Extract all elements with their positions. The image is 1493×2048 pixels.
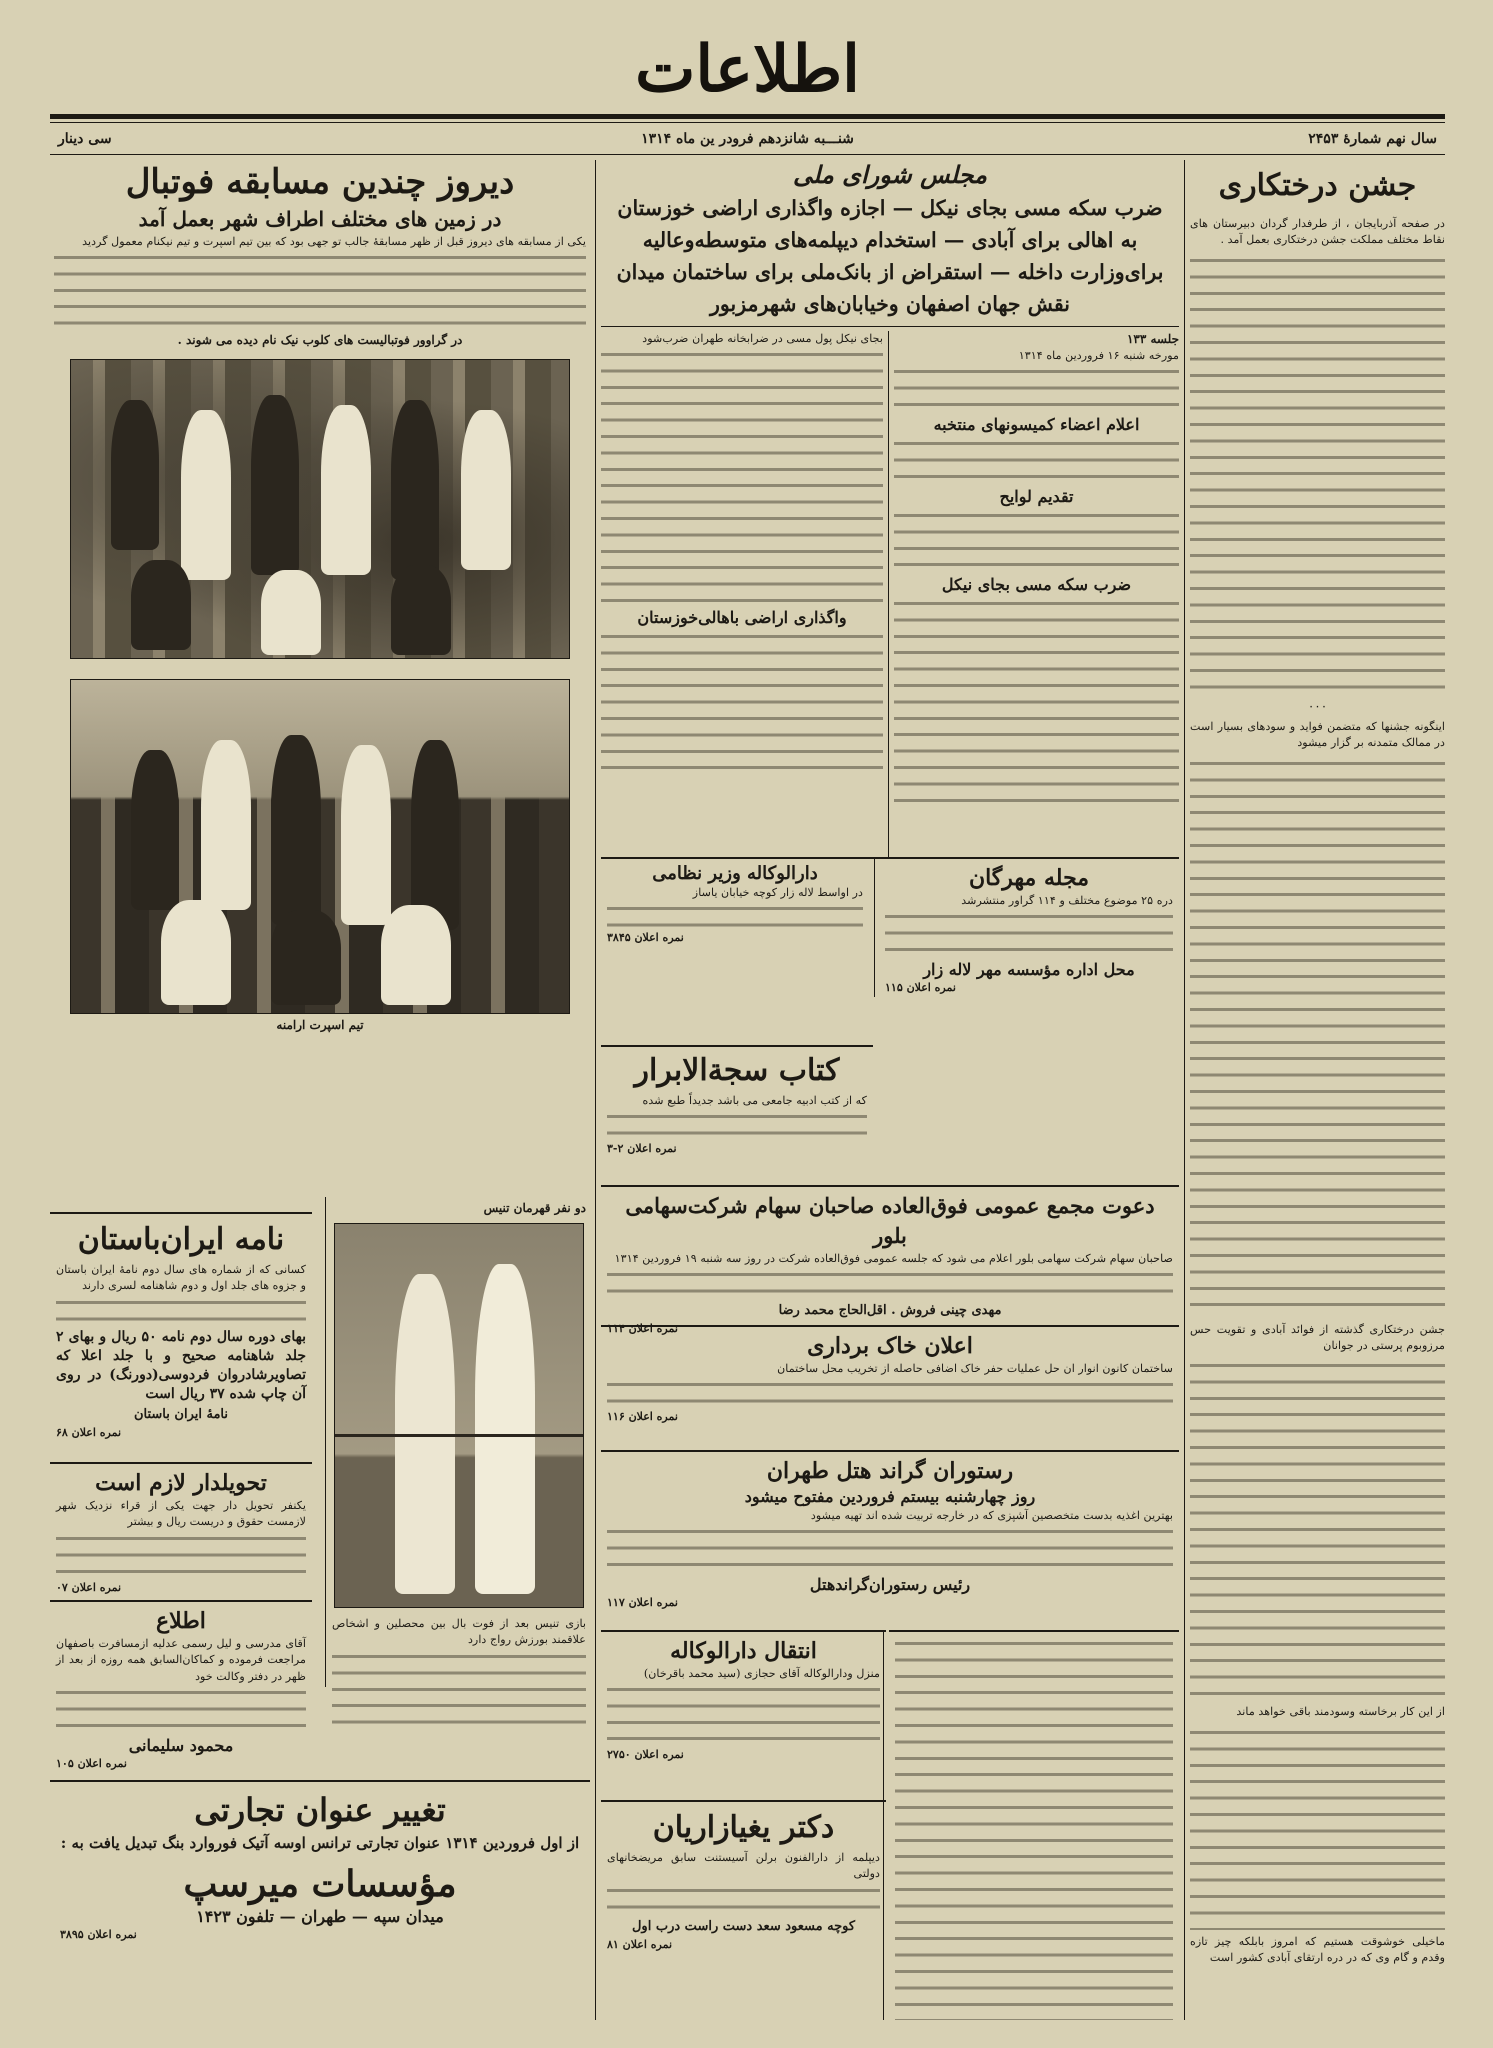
separator-mark: ۰۰۰ xyxy=(1307,698,1328,713)
ad-number: نمره اعلان ۱۰۵ xyxy=(56,1757,127,1771)
ad-title-doctor: دکتر یغیازاریان xyxy=(652,1810,835,1845)
issue-date: شنـــبه شانزدهم فرودر ین ماه ۱۳۱۴ xyxy=(641,131,854,147)
ad-text: در اواسط لاله زار کوچه خیابان یاساز xyxy=(692,886,863,899)
ad-text: آقای مدرسی و لیل رسمی عدلیه ازمسافرت باصفهان مراجعت فرموده و کماکان‌السابق همه روزه از بعد از ظهر در دفتر وکالت خود xyxy=(56,1637,306,1683)
article-lead: در صفحه آذربایجان ، از طرفدار گردان دبیرستان های نقاط مختلف مملکت جشن درختکاری بعمل آمد . xyxy=(1190,217,1445,247)
ad-title-hotel: رستوران گراند هتل طهران xyxy=(766,1458,1014,1484)
article-body xyxy=(601,347,883,607)
ad-number: نمره اعلان ۱۱۷ xyxy=(607,1596,678,1610)
article-paragraph: از این کار برخاسته وسودمند باقی خواهد ماند xyxy=(1236,1705,1445,1719)
column-rule xyxy=(1184,160,1185,2020)
ad-title-majma: دعوت مجمع عمومی فوق‌العاده صاحبان سهام شرکت‌سهامی بلور xyxy=(625,1193,1155,1248)
article-body xyxy=(1190,253,1445,693)
ad-text: منزل ودارالوکاله آقای حجازی (سید محمد باقرخان) xyxy=(643,1667,880,1680)
column-football xyxy=(50,160,590,2020)
article-paragraph: ماخیلی خوشوقت هستیم که امروز بابلکه چیز تازه وقدم و گام وی که در دره ارتقای آبادی کشور است xyxy=(1190,1934,1445,1965)
ad-text: که از کتب ادبیه جامعی می باشد جدیداً طبع شده xyxy=(642,1094,867,1107)
ad-body xyxy=(607,1267,1173,1300)
ad-address: کوچه مسعود سعد دست راست درب اول xyxy=(631,1918,856,1934)
article-lead: یکی از مسابقه های دیروز قبل از ظهر مسابقهٔ جالب تو جهی بود که بین تیم اسپرت و تیم نیکنام معمول گردید xyxy=(82,235,586,248)
article-body xyxy=(601,629,883,769)
ad-number: نمره اعلان ۸۱ xyxy=(607,1937,673,1951)
ad-number: نمره اعلان ۱۱۶ xyxy=(607,1410,678,1424)
article-body xyxy=(1190,1725,1445,1930)
column-rule xyxy=(595,160,596,2020)
dateline-rule xyxy=(50,154,1445,155)
ad-text: بهترین اغذیه بدست متخصصین آشپزی که در خارجه تربیت شده اند تهیه میشود xyxy=(810,1509,1173,1522)
ad-body xyxy=(607,1524,1173,1574)
photo-armenian-team xyxy=(70,679,570,1014)
ad-text: دیپلمه از دارالفنون برلن آسیستنت سابق مریضخانهای دولتی xyxy=(607,1851,880,1881)
article-title: جشن درختکاری xyxy=(1218,168,1417,203)
issue-number: سال نهم شمارهٔ ۲۴۵۳ xyxy=(1308,131,1437,147)
ad-title-sajjad: کتاب سجةالابرار xyxy=(634,1053,840,1088)
ad-signature: مهدی چینی فروش . اقل‌الحاج محمد رضا xyxy=(778,1303,1002,1319)
article-paragraph: جشن درختکاری گذشته از فوائد آبادی و تقویت حس مرزوبوم پرستی در جوانان xyxy=(1190,1322,1445,1353)
ad-body xyxy=(885,909,1173,959)
photo-caption-lead: در گراوور فوتبالیست های کلوب نیک نام دیده می شوند . xyxy=(177,333,463,348)
ad-address: محل اداره مؤسسه مهر لاله زار xyxy=(923,960,1135,980)
ad-text: ساختمان کانون انوار ان حل عملیات حفر خاک اضافی حاصله از تخریب محل ساختمان xyxy=(777,1362,1173,1375)
article-body xyxy=(894,436,1179,486)
ad-body xyxy=(56,1685,306,1735)
session-date: مورخه شنبه ۱۶ فروردین ماه ۱۳۱۴ xyxy=(1018,349,1179,362)
ad-text: صاحبان سهام شرکت سهامی بلور اعلام می شود که جلسه عمومی فوق‌العاده شرکت در روز سه شنبه ۱۹ فروردین ۱۳۱۴ xyxy=(614,1252,1173,1265)
ad-number: نمره اعلان ۶۸ xyxy=(56,1425,122,1439)
column-majlis xyxy=(601,160,1179,2020)
ad-number: نمره اعلان ۲۷۵۰ xyxy=(607,1748,684,1762)
ad-address: میدان سپه — طهران — تلفون ۱۴۲۳ xyxy=(196,1907,444,1926)
article-body xyxy=(54,250,586,332)
article-body xyxy=(894,508,1179,574)
subheading: ضرب سکه مسی بجای نیکل xyxy=(941,575,1132,595)
masthead-rule-thin xyxy=(50,122,1445,123)
ad-number: نمره اعلان ۳۸۴۵ xyxy=(607,931,684,945)
ad-text: از اول فروردین ۱۳۱۴ عنوان تجارتی ترانس اوسه آتیک فوروارد بنگ تبدیل یافت به : xyxy=(60,1834,580,1852)
article-paragraph: بازی تنیس بعد از فوت بال بین محصلین و اشخاص علاقمند بورزش رواج دارد xyxy=(332,1617,586,1647)
ad-body xyxy=(56,1531,306,1581)
ad-signature: محمود سلیمانی xyxy=(128,1736,234,1756)
ad-text: یکنفر تحویل دار جهت یکی از قراء نزدیک شهر لازمست حقوق و دریست ریال و بیشتر xyxy=(56,1499,306,1529)
ad-number: نمره اعلان ۰۷ xyxy=(56,1580,122,1594)
ad-number: نمره اعلان ۲-۳ xyxy=(607,1142,677,1156)
ad-company-name: مؤسسات میرسپ xyxy=(183,1863,457,1905)
session-number: جلسه ۱۳۳ xyxy=(1126,332,1179,346)
article-body xyxy=(895,1636,1173,2020)
ad-title-enteghal: انتقال دارالوکاله xyxy=(670,1638,817,1664)
newspaper-page xyxy=(50,30,1445,2020)
article-body xyxy=(894,364,1179,414)
ad-text: دره ۲۵ موضوع مختلف و ۱۱۴ گراور منتشرشد xyxy=(961,894,1173,907)
subheading: واگذاری اراضی باهالی‌خوزستان xyxy=(637,608,847,628)
ad-title-darolvekale: دارالوکاله وزیر نظامی xyxy=(652,863,818,884)
ad-number: نمره اعلان ۳۸۹۵ xyxy=(60,1928,137,1941)
ad-title-tajarati: تغییر عنوان تجارتی xyxy=(194,1791,446,1829)
masthead-rule xyxy=(50,114,1445,119)
ad-body xyxy=(607,1682,880,1748)
section-title: مجلس شورای ملی xyxy=(793,160,987,189)
photo-tennis-champions xyxy=(334,1223,584,1608)
ad-title-khak: اعلان خاک برداری xyxy=(807,1333,973,1359)
ad-body xyxy=(56,1295,306,1328)
ad-body xyxy=(607,901,863,931)
dateline xyxy=(50,128,1445,152)
masthead-title: اطلاعات xyxy=(635,32,860,107)
ad-signature: نامهٔ ایران باستان xyxy=(133,1406,229,1422)
ad-body xyxy=(607,1377,1173,1410)
ad-price: بهای دوره سال دوم نامه ۵۰ ریال و بهای ۲ جلد شاهنامه صحیح و با جلد اعلا که تصاویرشادروان فردوسی(دورنگ) در روی آن چاپ شده ۳۷ ریال است xyxy=(56,1328,306,1402)
subheading: تقدیم لوایح xyxy=(999,487,1074,507)
subheading: اعلام اعضاء کمیسونهای منتخبه xyxy=(933,415,1140,435)
ad-body xyxy=(607,1883,880,1916)
column-tree-planting xyxy=(1190,160,1445,2020)
ad-text: کسانی که از شماره های سال دوم نامهٔ ایران باستان و جزوه های جلد اول و دوم شاهنامه لسری دارند xyxy=(56,1263,306,1293)
photo-football-team xyxy=(70,359,570,659)
ad-subtitle: روز چهارشنبه بیستم فروردین مفتوح میشود xyxy=(744,1487,1036,1506)
ad-title-tahvil: تحویلدار لازم است xyxy=(95,1470,267,1496)
article-body xyxy=(1190,1358,1445,1698)
article-body xyxy=(894,596,1179,804)
article-body xyxy=(1190,756,1445,1316)
photo-caption: تیم اسپرت ارامنه xyxy=(276,1018,364,1033)
masthead xyxy=(50,30,1445,110)
article-subtitle: در زمین های مختلف اطراف شهر بعمل آمد xyxy=(138,207,502,231)
ad-title-nameh: نامه ایران‌باستان xyxy=(77,1222,285,1257)
ad-body xyxy=(607,1109,867,1142)
ad-signature: رئیس رستوران‌گراندهتل xyxy=(809,1575,971,1595)
ad-number: نمره اعلان ۱۱۵ xyxy=(885,981,956,995)
photo-caption: دو نفر قهرمان تنیس xyxy=(483,1201,586,1215)
article-paragraph: بجای نیکل پول مسی در ضرابخانه طهران ضرب‌شود xyxy=(642,332,883,345)
article-body xyxy=(332,1649,586,1731)
article-paragraph: اینگونه جشنها که متضمن فواید و سودهای بسیار است در ممالک متمدنه بر گزار میشود xyxy=(1190,719,1445,750)
majlis-headline: ضرب سکه مسی بجای نیکل — اجازه واگذاری اراضی خوزستان به اهالی برای آبادی — استخدام دیپلمه‌های متوسطه‌وعالیه برای‌وزارت داخله — استقراض از بانک‌ملی برای ساختمان میدان نقش جهان اصفهان وخیابان‌های شهرمزبور xyxy=(616,196,1164,316)
article-title: دیروز چندین مسابقه فوتبال xyxy=(125,162,515,202)
issue-price: سی دینار xyxy=(58,131,112,147)
ad-title-mehregan: مجله مهرگان xyxy=(968,865,1090,891)
ad-number: نمره اعلان ۱۱۴ xyxy=(607,1322,678,1336)
ad-title-ettela: اطلاع xyxy=(156,1608,206,1634)
